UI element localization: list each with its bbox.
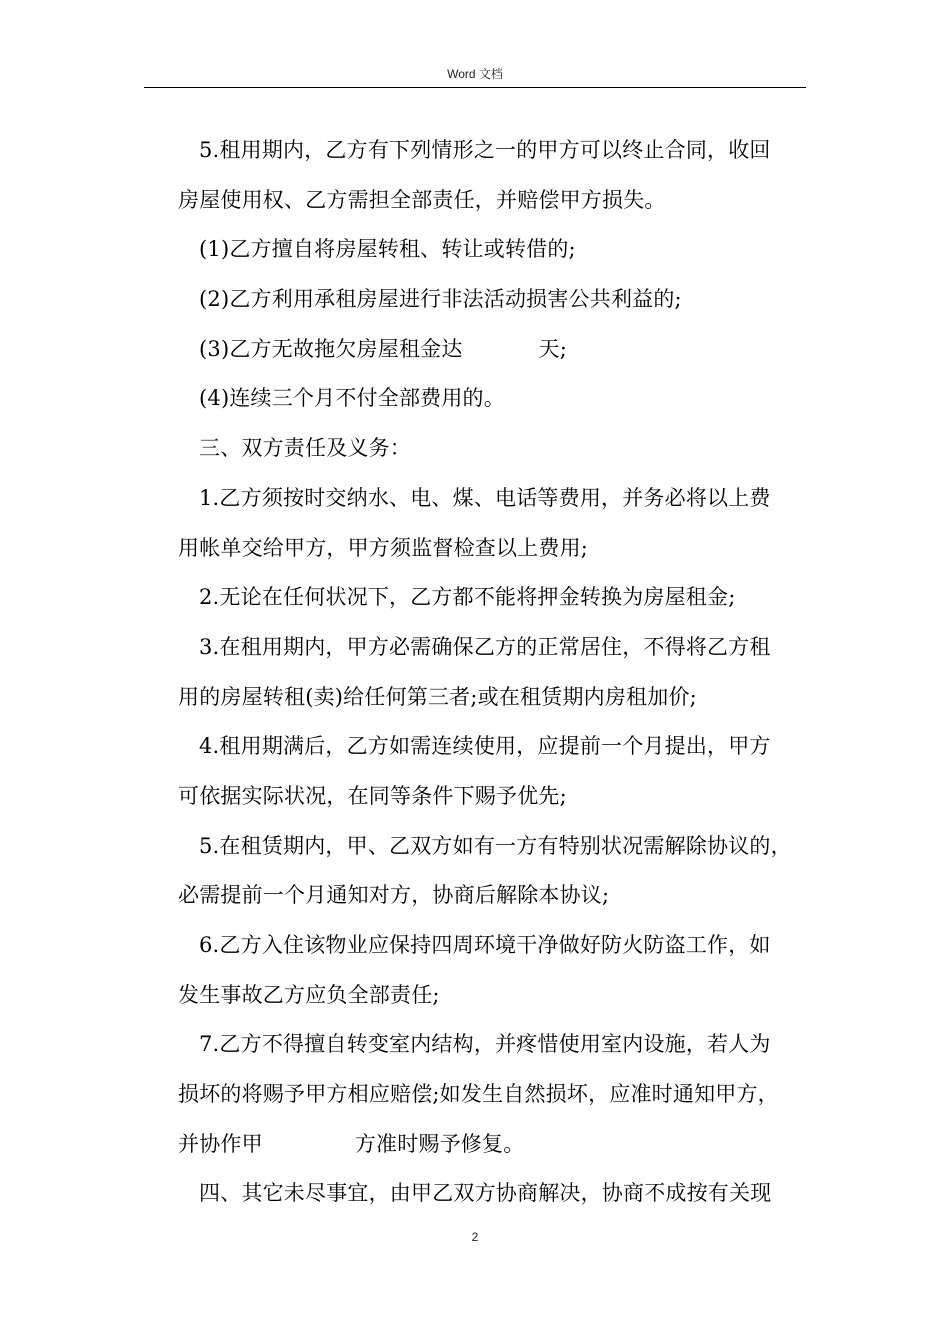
section-heading: 四、其它未尽事宜，由甲乙双方协商解决，协商不成按有关现 <box>199 1181 772 1206</box>
page-header: Word 文档 <box>447 67 503 81</box>
paragraph-line: 5.在租赁期内，甲、乙双方如有一方有特别状况需解除协议的， <box>199 833 792 858</box>
paragraph-line: 3.在租用期内，甲方必需确保乙方的正常居住，不得将乙方租 <box>199 634 771 659</box>
clause-text: 方准时赐予修复。 <box>354 1131 525 1156</box>
paragraph-line: (1)乙方擅自将房屋转租、转让或转借的; <box>199 237 576 262</box>
clause-text: 天; <box>538 336 568 361</box>
paragraph-line: 房屋使用权、乙方需担全部责任，并赔偿甲方损失。 <box>178 187 666 212</box>
paragraph-line <box>178 1120 808 1170</box>
paragraph-line: (4)连续三个月不付全部费用的。 <box>199 386 505 411</box>
paragraph-line: 2.无论在任何状况下，乙方都不能将押金转换为房屋租金; <box>199 585 736 610</box>
paragraph-line: 用帐单交给甲方，甲方须监督检查以上费用; <box>178 535 589 560</box>
page-number: 2 <box>471 1230 479 1244</box>
paragraph-line: 可依据实际状况，在同等条件下赐予优先; <box>178 783 567 808</box>
paragraph-line: 6.乙方入住该物业应保持四周环境干净做好防火防盗工作，如 <box>199 933 771 957</box>
paragraph-line: 必需提前一个月通知对方，协商后解除本协议; <box>178 883 610 908</box>
paragraph-line: (2)乙方利用承租房屋进行非法活动损害公共利益的; <box>199 287 682 312</box>
paragraph-line: 4.租用期满后，乙方如需连续使用，应提前一个月提出，甲方 <box>199 734 771 759</box>
clause-text: (3)乙方无故拖欠房屋租金达 <box>199 336 463 361</box>
document-body <box>178 126 808 1219</box>
paragraph-line: 发生事故乙方应负全部责任; <box>178 982 440 1007</box>
paragraph-line: 5.租用期内，乙方有下列情形之一的甲方可以终止合同，收回 <box>199 138 771 162</box>
header-rule <box>144 87 806 88</box>
paragraph-line <box>178 325 808 375</box>
paragraph-line: 1.乙方须按时交纳水、电、煤、电话等费用，并务必将以上费 <box>199 485 771 510</box>
clause-text: 并协作甲 <box>178 1131 263 1156</box>
paragraph-line: 用的房屋转租(卖)给任何第三者;或在租赁期内房租加价; <box>178 684 697 709</box>
paragraph-line: 损坏的将赐予甲方相应赔偿;如发生自然损坏，应准时通知甲方， <box>178 1082 779 1107</box>
section-heading: 三、双方责任及义务： <box>199 436 411 461</box>
paragraph-line: 7.乙方不得擅自转变室内结构，并疼惜使用室内设施，若人为 <box>199 1032 771 1057</box>
